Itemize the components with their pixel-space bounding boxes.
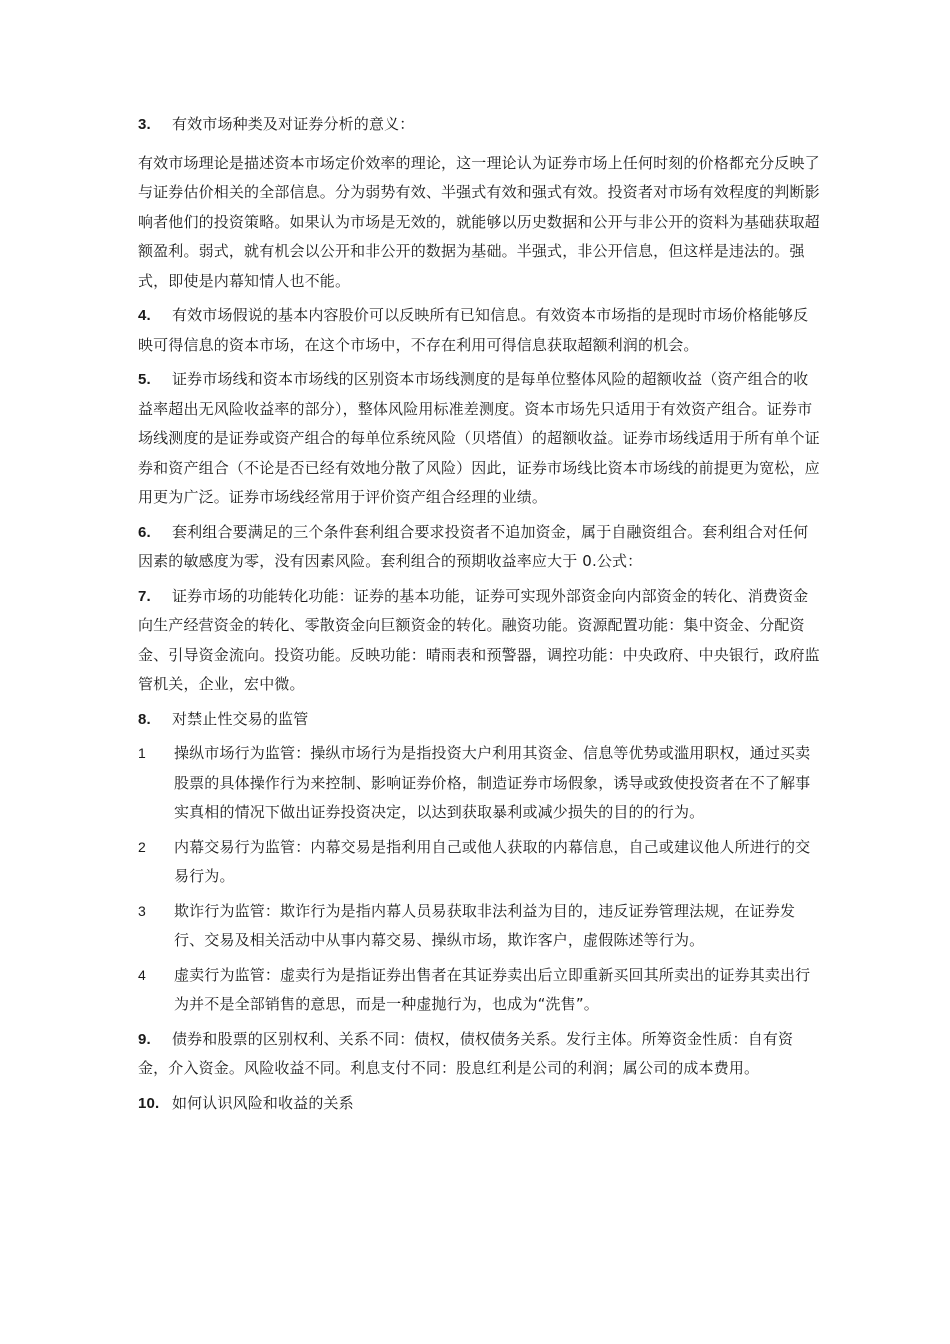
section-5 [138,365,822,513]
section-number: 9. [138,1030,151,1048]
section-text: 债券和股票的区别权利、关系不同：债权，债权债务关系。发行主体。所筹资金性质：自有资金，介入资金。风险收益不同。利息支付不同：股息红利是公司的利润；属公司的成本费用。 [138,1029,794,1077]
list-item-text: 欺诈行为监管：欺诈行为是指内幕人员易获取非法利益为目的，违反证券管理法规，在证券发行、交易及相关活动中从事内幕交易、操纵市场，欺诈客户，虚假陈述等行为。 [174,901,796,949]
list-item [138,897,822,956]
list-item [138,739,822,828]
section-number: 6. [138,523,151,541]
list-item-number: 2 [138,838,146,855]
section-text: 有效市场假说的基本内容股价可以反映所有已知信息。有效资本市场指的是现时市场价格能够反映可得信息的资本市场，在这个市场中，不存在利用可得信息获取超额利润的机会。 [138,306,809,354]
list-item-number: 1 [138,745,146,761]
section-number: 8. [138,710,151,728]
section-3-body: 有效市场理论是描述资本市场定价效率的理论，这一理论认为证券市场上任何时刻的价格都充分反映了与证券估价相关的全部信息。分为弱势有效、半强式有效和强式有效。投资者对市场有效程度的判断影响者他们的投资策略。如果认为市场是无效的，就能够以历史数据和公开与非公开的资料为基础获取超额盈利。弱式，就有机会以公开和非公开的数据为基础。半强式，非公开信息，但这样是违法的。强式，即使是内幕知情人也不能。 [138,153,820,290]
section-9 [138,1025,822,1084]
section-8-heading [138,705,822,735]
section-4 [138,301,822,360]
list-item-text: 内幕交易行为监管：内幕交易是指利用自己或他人获取的内幕信息，自己或建议他人所进行的交易行为。 [174,837,811,885]
section-3-heading [138,110,822,140]
section-number: 4. [138,307,151,324]
section-text: 证券市场的功能转化功能：证券的基本功能，证券可实现外部资金向内部资金的转化、消费资金向生产经营资金的转化、零散资金向巨额资金的转化。融资功能。资源配置功能：集中资金、分配资金、引导资金流向。投资功能。反映功能：晴雨表和预警器，调控功能：中央政府、中央银行，政府监管机关，企业，宏中微。 [138,586,820,693]
list-item [138,833,822,892]
list-item-number: 4 [138,966,146,983]
section-10-heading [138,1089,822,1119]
section-6 [138,518,822,577]
list-item-number: 3 [138,902,146,919]
document-page [138,110,822,1123]
section-title: 如何认识风险和收益的关系 [172,1093,354,1112]
section-text: 套利组合要满足的三个条件套利组合要求投资者不追加资金，属于自融资组合。套利组合对任何因素的敏感度为零，没有因素风险。套利组合的预期收益率应大于 0.公式： [138,522,809,570]
list-item [138,961,822,1020]
section-title: 对禁止性交易的监管 [172,709,309,728]
section-number: 7. [138,587,151,605]
section-number: 5. [138,371,151,388]
section-7 [138,582,822,700]
section-number: 10. [138,1094,160,1112]
section-number: 3. [138,116,151,133]
section-text: 证券市场线和资本市场线的区别资本市场线测度的是每单位整体风险的超额收益（资产组合的收益率超出无风险收益率的部分），整体风险用标准差测度。资本市场先只适用于有效资产组合。证券市场线测度的是证券或资产组合的每单位系统风险（贝塔值）的超额收益。证券市场线适用于所有单个证券和资产组合（不论是否已经有效地分散了风险）因此，证券市场线比资本市场线的前提更为宽松，应用更为广泛。证券市场线经常用于评价资产组合经理的业绩。 [138,370,820,506]
list-item-text: 虚卖行为监管：虚卖行为是指证券出售者在其证券卖出后立即重新买回其所卖出的证券其卖出行为并不是全部销售的意思，而是一种虚抛行为，也成为“洗售”。 [174,965,811,1013]
section-title: 有效市场种类及对证券分析的意义： [172,115,415,133]
list-item-text: 操纵市场行为监管：操纵市场行为是指投资大户利用其资金、信息等优势或滥用职权，通过买卖股票的具体操作行为来控制、影响证券价格，制造证券市场假象，诱导或致使投资者在不了解事实真相的情况下做出证券投资决定，以达到获取暴利或减少损失的目的的行为。 [174,744,811,821]
